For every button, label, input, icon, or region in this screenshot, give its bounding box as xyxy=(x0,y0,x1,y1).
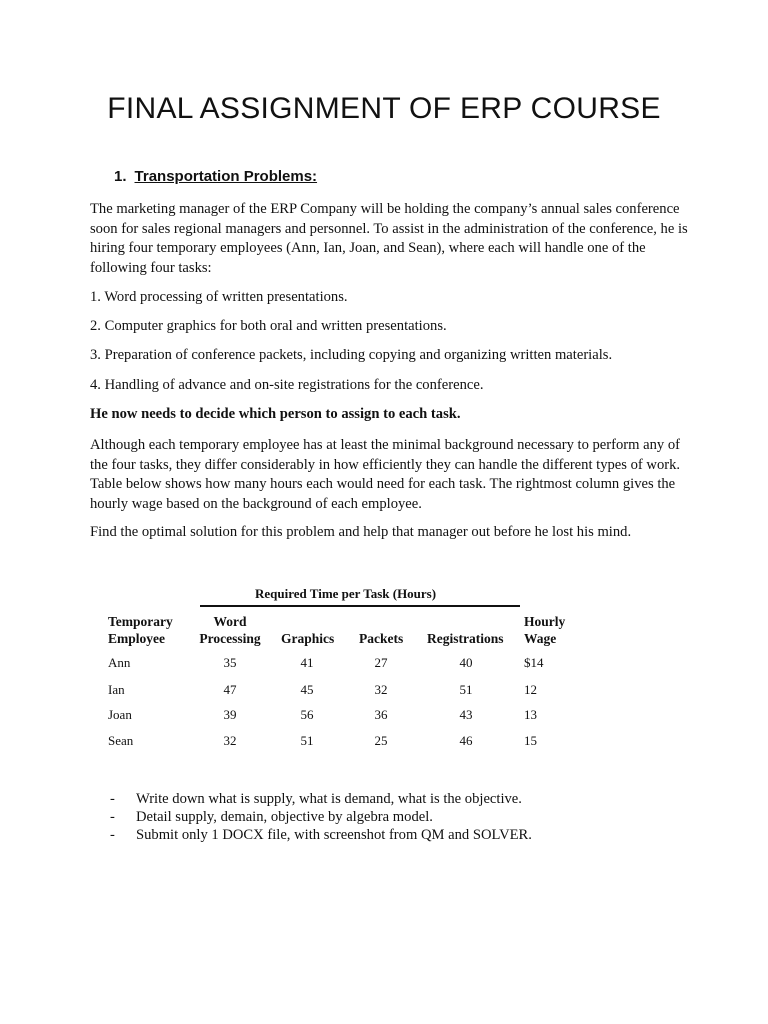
cell-registrations: 40 xyxy=(459,655,473,670)
row-name: Ann xyxy=(108,655,131,670)
table-caption: Required Time per Task (Hours) xyxy=(255,586,437,601)
cell-packets: 27 xyxy=(374,655,388,670)
list-item-text: Submit only 1 DOCX file, with screenshot from QM and SOLVER. xyxy=(136,827,532,843)
header-graphics: Graphics xyxy=(281,631,335,646)
header-employee: Temporary Employee xyxy=(108,614,173,646)
cell-word: 39 xyxy=(223,707,237,722)
cell-graphics: 45 xyxy=(300,682,314,697)
cell-word: 32 xyxy=(223,733,237,748)
intro-paragraph: The marketing manager of the ERP Company will be holding the company’s annual sales conference soon for sales regional managers and personnel. To assist in the administration of the conference, he is hiring four temporary employees (Ann, Ian, Joan, and Sean), where each will handle one of the following four tasks: xyxy=(90,201,688,276)
cell-packets: 32 xyxy=(374,682,388,697)
list-item xyxy=(110,790,710,808)
section-number: 1. xyxy=(114,168,127,185)
instruction-text: Find the optimal solution for this problem and help that manager out before he lost his mind. xyxy=(90,524,632,540)
list-item xyxy=(110,826,710,844)
cell-wage: 15 xyxy=(524,733,537,748)
question-text: He now needs to decide which person to assign to each task. xyxy=(90,406,461,422)
bullet-dash: - xyxy=(110,827,115,843)
cell-packets: 25 xyxy=(374,733,388,748)
row-name: Sean xyxy=(108,733,134,748)
page-title: FINAL ASSIGNMENT OF ERP COURSE xyxy=(107,92,661,125)
cell-registrations: 46 xyxy=(459,733,473,748)
header-registrations: Registrations xyxy=(427,631,504,646)
task-item-1: 1. Word processing of written presentations. xyxy=(90,289,348,305)
list-item-text: Detail supply, demain, objective by algebra model. xyxy=(136,809,433,825)
header-packets: Packets xyxy=(359,631,404,646)
cell-graphics: 56 xyxy=(300,707,314,722)
cell-graphics: 51 xyxy=(300,733,314,748)
cell-wage: 13 xyxy=(524,707,537,722)
section-title: Transportation Problems: xyxy=(134,168,318,185)
header-hourly-wage: Hourly Wage xyxy=(524,614,566,646)
task-item-3: 3. Preparation of conference packets, including copying and organizing written materials. xyxy=(90,347,613,363)
cell-word: 35 xyxy=(223,655,237,670)
bullet-dash: - xyxy=(110,809,115,825)
row-name: Ian xyxy=(108,682,125,697)
task-item-2: 2. Computer graphics for both oral and written presentations. xyxy=(90,318,447,334)
cell-registrations: 51 xyxy=(459,682,473,697)
cell-graphics: 41 xyxy=(300,655,314,670)
caption-rule xyxy=(200,605,520,607)
header-word-processing: Word Processing xyxy=(199,614,261,646)
cell-wage: $14 xyxy=(524,655,544,670)
cell-packets: 36 xyxy=(374,707,388,722)
bullet-dash: - xyxy=(110,791,115,807)
cell-wage: 12 xyxy=(524,682,537,697)
list-item xyxy=(110,808,710,826)
cell-word: 47 xyxy=(223,682,237,697)
cell-registrations: 43 xyxy=(459,707,473,722)
row-name: Joan xyxy=(108,707,132,722)
list-item-text: Write down what is supply, what is demand, what is the objective. xyxy=(136,791,522,807)
description-paragraph: Although each temporary employee has at least the minimal background necessary to perform any of the four tasks, they differ considerably in how efficiently they can handle the different types of work. Table below shows how many hours each would need for each task. The rightmost column gives the hourly wage based on the background of each employee. xyxy=(90,437,681,512)
task-item-4: 4. Handling of advance and on-site registrations for the conference. xyxy=(90,377,484,393)
requirements-list xyxy=(110,790,710,844)
